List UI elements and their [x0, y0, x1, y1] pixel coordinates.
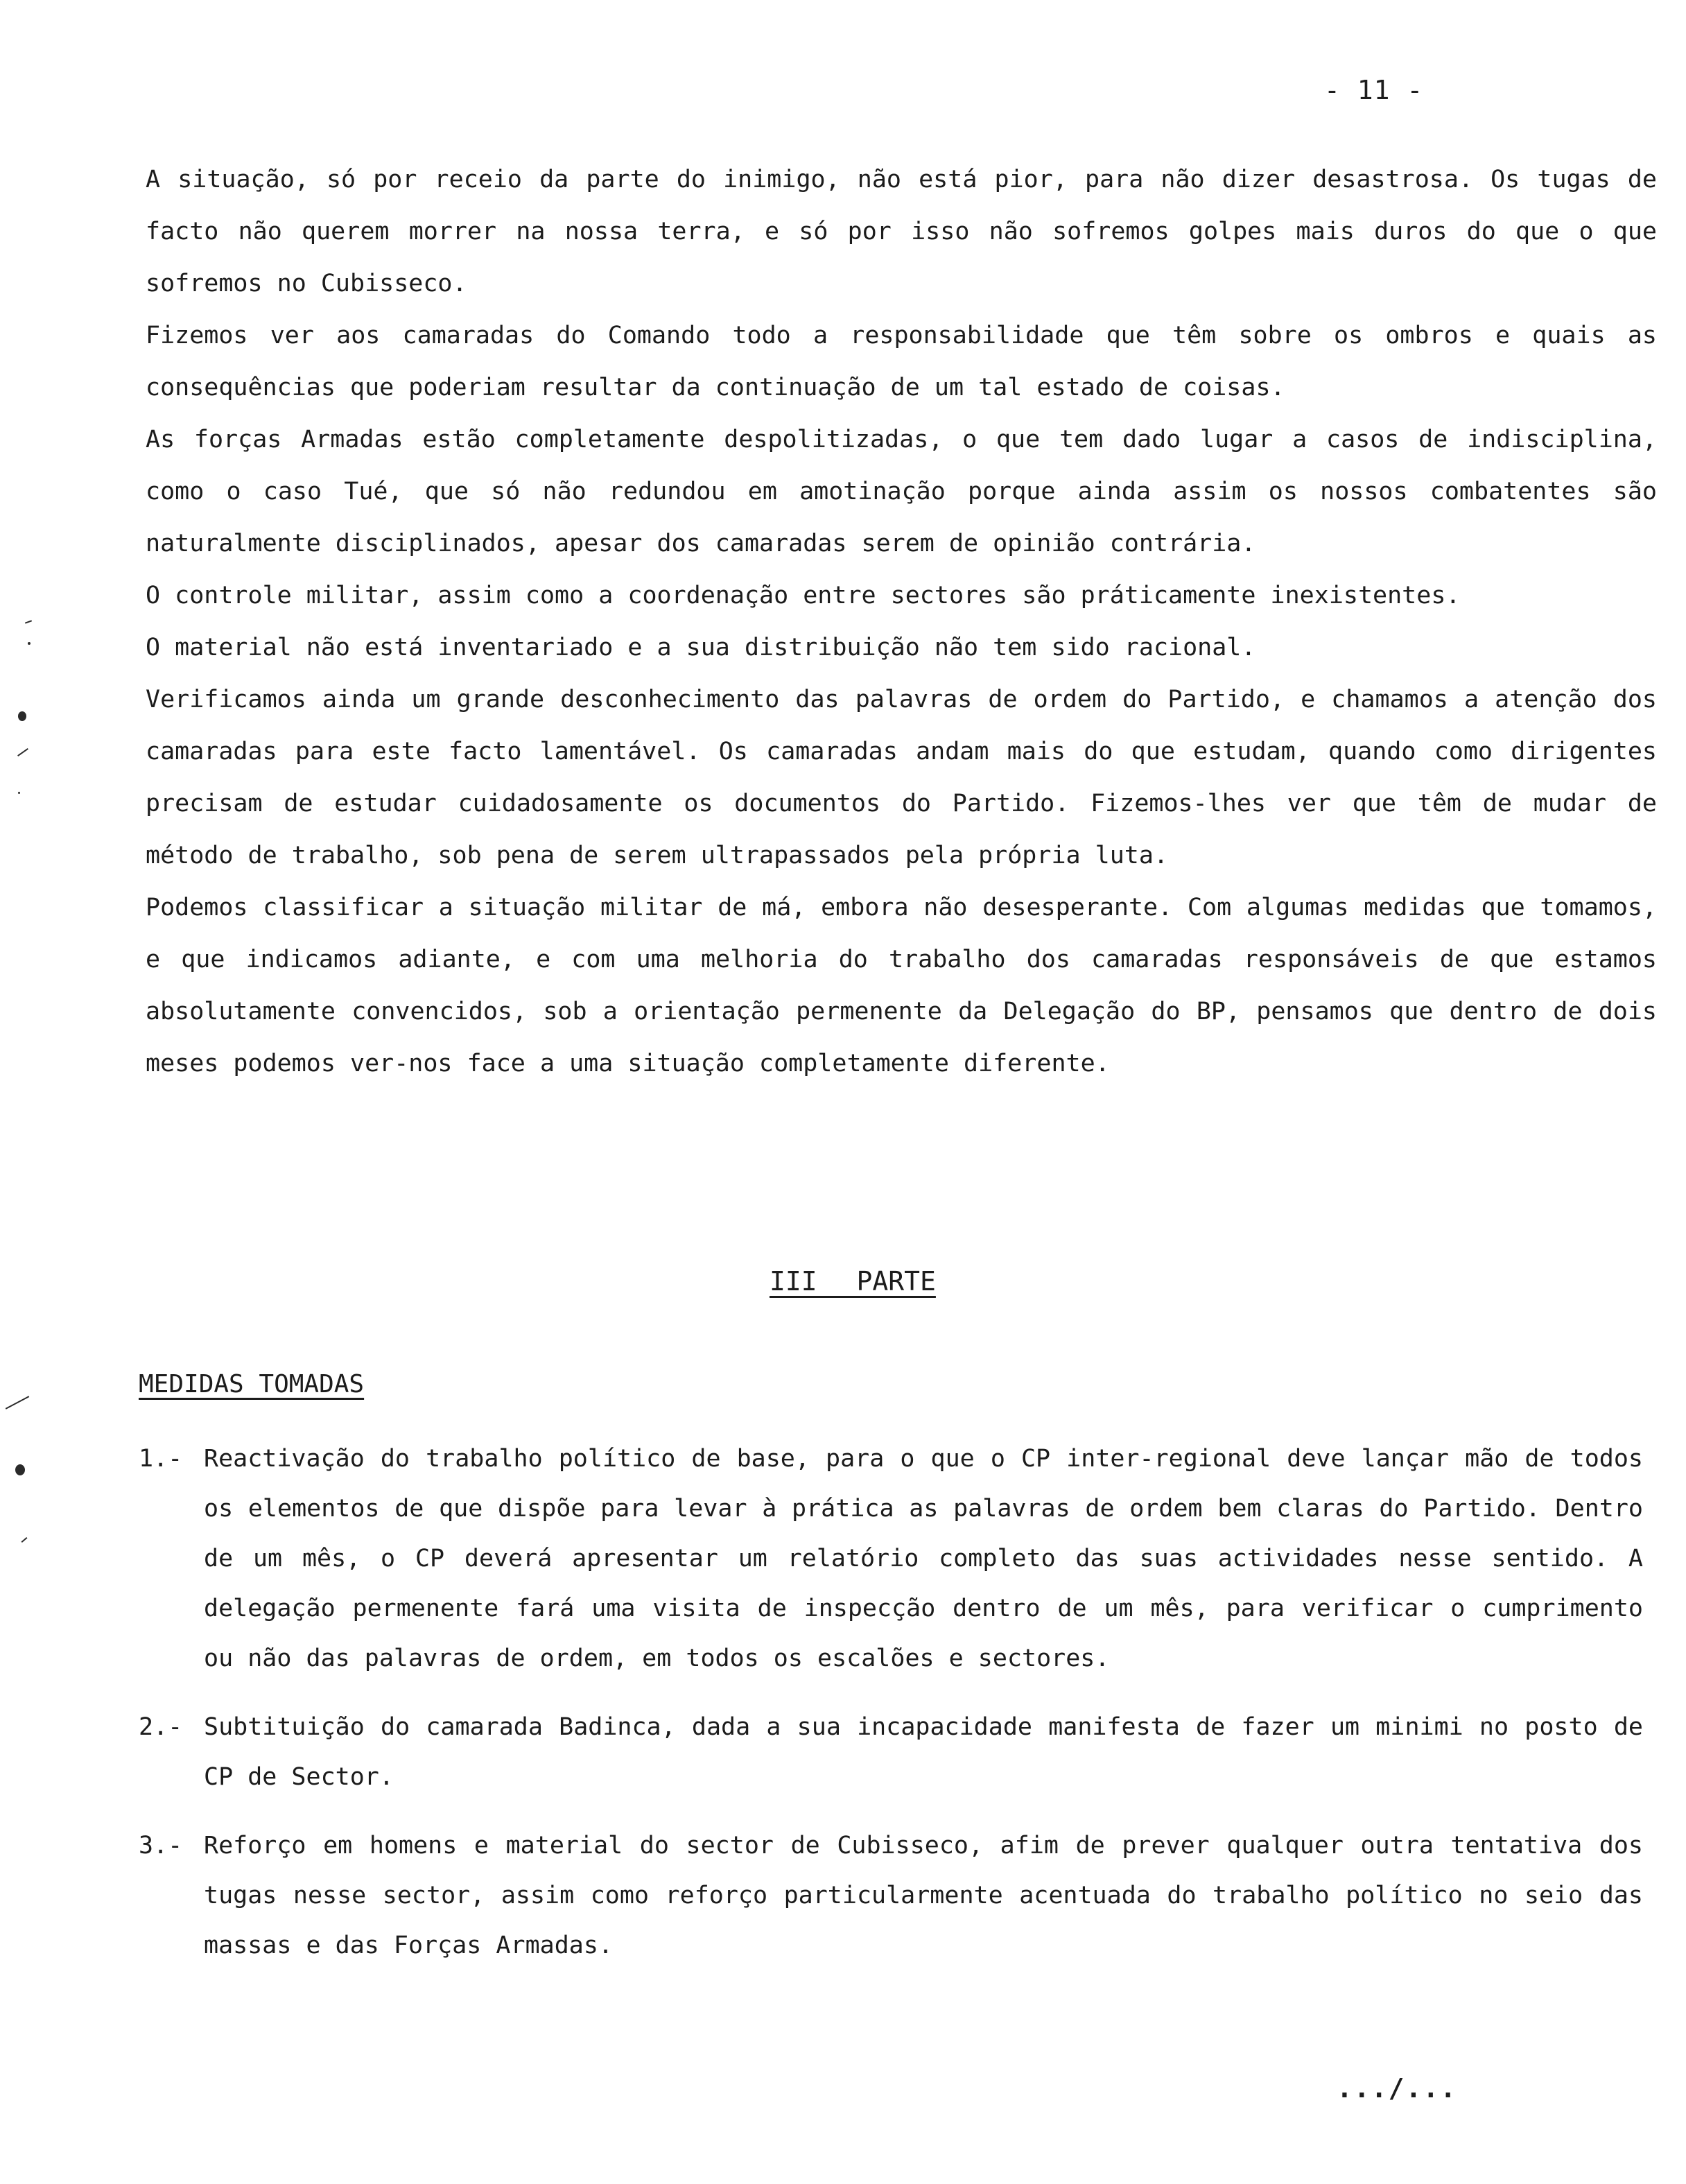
measure-text: Reactivação do trabalho político de base, para o que o CP inter-regional deve lançar mão de todos os elementos de que dispõe para levar à prática as palavras de ordem bem claras do Partido. Dentro de um mês, o CP deverá apresentar um relatório completo das suas actividades nesse sentido. A delegação permenente fará uma visita de inspecção dentro de um mês, para verificar o cumprimento ou não das palavras de ordem, em todos os escalões e sectores. [204, 1445, 1643, 1672]
section-heading: III PARTE [770, 1266, 936, 1297]
measures-list [139, 1434, 1643, 1989]
paragraph: A situação, só por receio da parte do inimigo, não está pior, para não dizer desastrosa. Os tugas de facto não querem morrer na nossa terra, e só por isso não sofremos golpes mais duros do que o que sofremos no Cubisseco. [146, 166, 1657, 297]
measure-number: 2.- [139, 1713, 183, 1741]
paragraph: As forças Armadas estão completamente despolitizadas, o que tem dado lugar a casos de indisciplina, como o caso Tué, que só não redundou em amotinação porque ainda assim os nossos combatentes são naturalmente disciplinados, apesar dos camaradas serem de opinião contrária. [146, 426, 1657, 557]
paragraph: O material não está inventariado e a sua distribuição não tem sido racional. [146, 634, 1256, 661]
paragraph: Verificamos ainda um grande desconhecimento das palavras de ordem do Partido, e chamamos a atenção dos camaradas para este facto lamentável. Os camaradas andam mais do que estudam, quando como dirigentes precisam de estudar cuidadosamente os documentos do Partido. Fizemos-lhes ver que têm de mudar de método de trabalho, sob pena de serem ultrapassados pela própria luta. [146, 686, 1657, 869]
margin-scan-mark [6, 1396, 29, 1410]
margin-scan-mark [18, 792, 20, 794]
paragraph: O controle militar, assim como a coordenação entre sectores são práticamente inexistentes. [146, 582, 1461, 609]
margin-scan-mark [28, 642, 31, 645]
margin-scan-mark [18, 711, 26, 721]
margin-scan-mark [21, 1537, 28, 1543]
margin-scan-mark [15, 1464, 25, 1475]
measure-text: Subtituição do camarada Badinca, dada a sua incapacidade manifesta de fazer um minimi no posto de CP de Sector. [204, 1713, 1643, 1791]
margin-scan-mark [25, 620, 32, 623]
subheading: MEDIDAS TOMADAS [139, 1370, 365, 1398]
measure-item [139, 1821, 1643, 1970]
continuation-marker: .../... [1337, 2073, 1458, 2104]
report-body [146, 154, 1657, 1090]
paragraph: Podemos classificar a situação militar de má, embora não desesperante. Com algumas medidas que tomamos, e que indicamos adiante, e com uma melhoria do trabalho dos camaradas responsáveis de que estamos absolutamente convencidos, sob a orientação permenente da Delegação do BP, pensamos que dentro de dois meses podemos ver-nos face a uma situação completamente diferente. [146, 894, 1657, 1077]
measure-item [139, 1702, 1643, 1802]
page-number: - 11 - [1324, 75, 1424, 105]
measure-item [139, 1434, 1643, 1683]
paragraph: Fizemos ver aos camaradas do Comando todo a responsabilidade que têm sobre os ombros e quais as consequências que poderiam resultar da continuação de um tal estado de coisas. [146, 322, 1657, 401]
measure-number: 3.- [139, 1832, 183, 1860]
margin-scan-mark [17, 748, 28, 756]
measure-text: Reforço em homens e material do sector de Cubisseco, afim de prever qualquer outra tentativa dos tugas nesse sector, assim como reforço particularmente acentuada do trabalho político no seio das massas e das Forças Armadas. [204, 1832, 1643, 1959]
measure-number: 1.- [139, 1445, 183, 1473]
